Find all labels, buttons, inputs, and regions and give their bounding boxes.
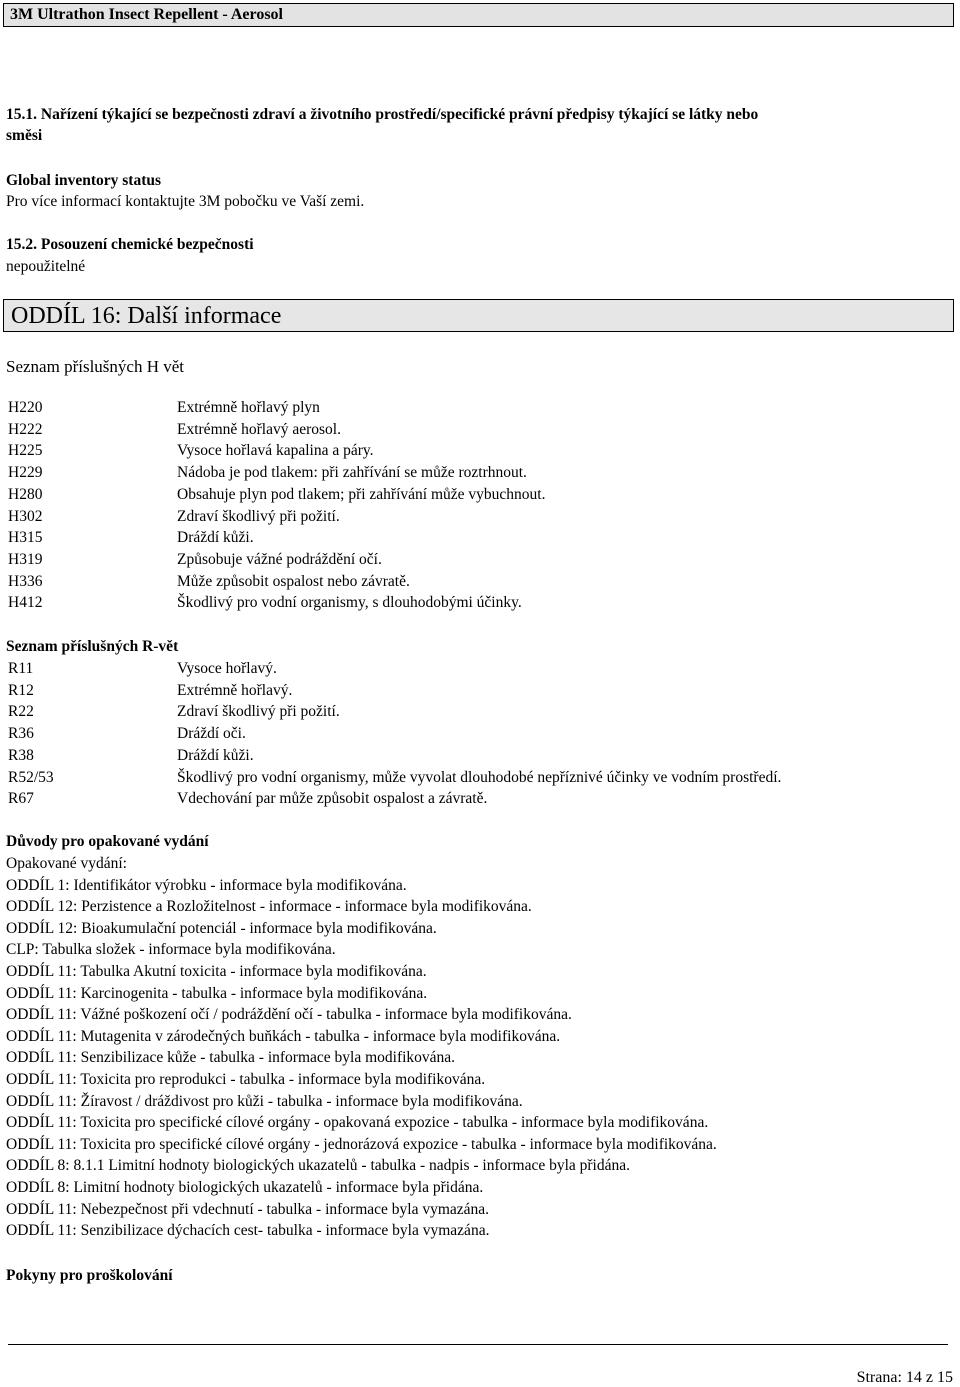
h-statements-title: Seznam příslušných H vět: [6, 357, 184, 376]
revision-line: ODDÍL 11: Senzibilizace dýchacích cest- tabulka - informace byla vymazána.: [6, 1222, 490, 1240]
revision-line: ODDÍL 8: Limitní hodnoty biologických ukazatelů - informace byla přidána.: [6, 1179, 484, 1196]
r-statement-text: Dráždí oči.: [177, 725, 246, 743]
revision-line: ODDÍL 11: Žíravost / dráždivost pro kůži - tabulka - informace byla modifikována.: [6, 1092, 523, 1110]
r-statement-code: R36: [8, 725, 34, 743]
section-15-1-heading: 15.1. Nařízení týkající se bezpečnosti zdraví a životního prostředí/specifické právní předpisy týkající se látky nebo: [6, 106, 759, 123]
h-statement-code: H222: [8, 420, 43, 438]
revision-line: ODDÍL 11: Vážné poškození očí / podráždění očí - tabulka - informace byla modifikována.: [6, 1006, 572, 1024]
r-statement-code: R11: [8, 660, 34, 677]
revision-line: ODDÍL 12: Bioakumulační potenciál - informace byla modifikována.: [6, 919, 437, 937]
r-statement-text: Dráždí kůži.: [177, 746, 254, 764]
h-statement-code: H412: [8, 594, 43, 612]
h-statement-code: H280: [8, 485, 43, 503]
h-statement-text: Může způsobit ospalost nebo závratě.: [177, 572, 410, 590]
r-statement-text: Vysoce hořlavý.: [177, 660, 277, 677]
r-statements-title: Seznam příslušných R-vět: [6, 638, 179, 655]
h-statement-code: H220: [8, 399, 43, 416]
h-statement-code: H336: [8, 572, 43, 590]
revision-line: ODDÍL 11: Senzibilizace kůže - tabulka - informace byla modifikována.: [6, 1049, 456, 1067]
revision-line: ODDÍL 11: Toxicita pro specifické cílové orgány - jednorázová expozice - tabulka - informace byla modifikována.: [6, 1135, 717, 1153]
revision-line: ODDÍL 11: Toxicita pro specifické cílové orgány - opakovaná expozice - tabulka - informace byla modifikována.: [6, 1114, 709, 1132]
section-15-2-heading: 15.2. Posouzení chemické bezpečnosti: [6, 236, 254, 253]
h-statement-code: H315: [8, 529, 43, 547]
r-statement-code: R52/53: [8, 768, 54, 786]
r-statement-code: R22: [8, 703, 34, 721]
h-statement-text: Způsobuje vážné podráždění očí.: [177, 550, 382, 568]
document-header: [3, 3, 954, 27]
section-15-2-text: nepoužitelné: [6, 258, 86, 275]
revision-line: ODDÍL 11: Karcinogenita - tabulka - informace byla modifikována.: [6, 984, 428, 1002]
revision-line: CLP: Tabulka složek - informace byla modifikována.: [6, 941, 336, 959]
r-statement-code: R38: [8, 746, 34, 764]
revision-line: ODDÍL 11: Tabulka Akutní toxicita - informace byla modifikována.: [6, 963, 427, 980]
r-statement-text: Škodlivý pro vodní organismy, může vyvolat dlouhodobé nepříznivé účinky ve vodním prostředí.: [177, 768, 782, 786]
section-16-banner: [3, 299, 954, 332]
inventory-text: Pro více informací kontaktujte 3M pobočku ve Vaší zemi.: [6, 193, 365, 210]
h-statement-text: Nádoba je pod tlakem: při zahřívání se může roztrhnout.: [177, 464, 527, 482]
footer-divider: [8, 1344, 948, 1345]
h-statement-text: Zdraví škodlivý při požití.: [177, 507, 340, 525]
r-statement-text: Zdraví škodlivý při požití.: [177, 703, 340, 721]
h-statement-text: Obsahuje plyn pod tlakem; při zahřívání může vybuchnout.: [177, 485, 546, 503]
training-title: Pokyny pro proškolování: [6, 1267, 173, 1284]
h-statement-code: H319: [8, 550, 43, 568]
revision-line: ODDÍL 11: Nebezpečnost při vdechnutí - tabulka - informace byla vymazána.: [6, 1200, 490, 1218]
revision-line: ODDÍL 11: Mutagenita v zárodečných buňkách - tabulka - informace byla modifikována.: [6, 1027, 561, 1045]
h-statement-code: H229: [8, 464, 43, 482]
h-statement-code: H225: [8, 442, 43, 460]
h-statement-code: H302: [8, 507, 43, 525]
h-statement-text: Vysoce hořlavá kapalina a páry.: [177, 442, 374, 460]
revision-line: ODDÍL 11: Toxicita pro reprodukci - tabulka - informace byla modifikována.: [6, 1071, 486, 1088]
revision-line: Opakované vydání:: [6, 855, 127, 872]
revision-title: Důvody pro opakované vydání: [6, 833, 209, 850]
r-statement-code: R12: [8, 681, 34, 699]
product-title: 3M Ultrathon Insect Repellent - Aerosol: [10, 6, 283, 23]
r-statement-code: R67: [8, 790, 34, 808]
h-statement-text: Extrémně hořlavý plyn: [177, 399, 320, 416]
h-statement-text: Škodlivý pro vodní organismy, s dlouhodobými účinky.: [177, 594, 522, 612]
section-16-title: ODDÍL 16: Další informace: [11, 303, 282, 329]
revision-line: ODDÍL 12: Perzistence a Rozložitelnost - informace - informace byla modifikována.: [6, 898, 532, 916]
h-statement-text: Dráždí kůži.: [177, 529, 254, 547]
inventory-title: Global inventory status: [6, 172, 162, 189]
h-statement-text: Extrémně hořlavý aerosol.: [177, 420, 341, 438]
page-number: Strana: 14 z 15: [856, 1369, 953, 1386]
r-statement-text: Extrémně hořlavý.: [177, 681, 293, 699]
revision-line: ODDÍL 1: Identifikátor výrobku - informace byla modifikována.: [6, 876, 407, 894]
revision-line: ODDÍL 8: 8.1.1 Limitní hodnoty biologických ukazatelů - tabulka - nadpis - informace byla přidána.: [6, 1157, 630, 1175]
r-statement-text: Vdechování par může způsobit ospalost a závratě.: [177, 790, 488, 808]
section-15-1-heading-cont: směsi: [6, 127, 43, 144]
